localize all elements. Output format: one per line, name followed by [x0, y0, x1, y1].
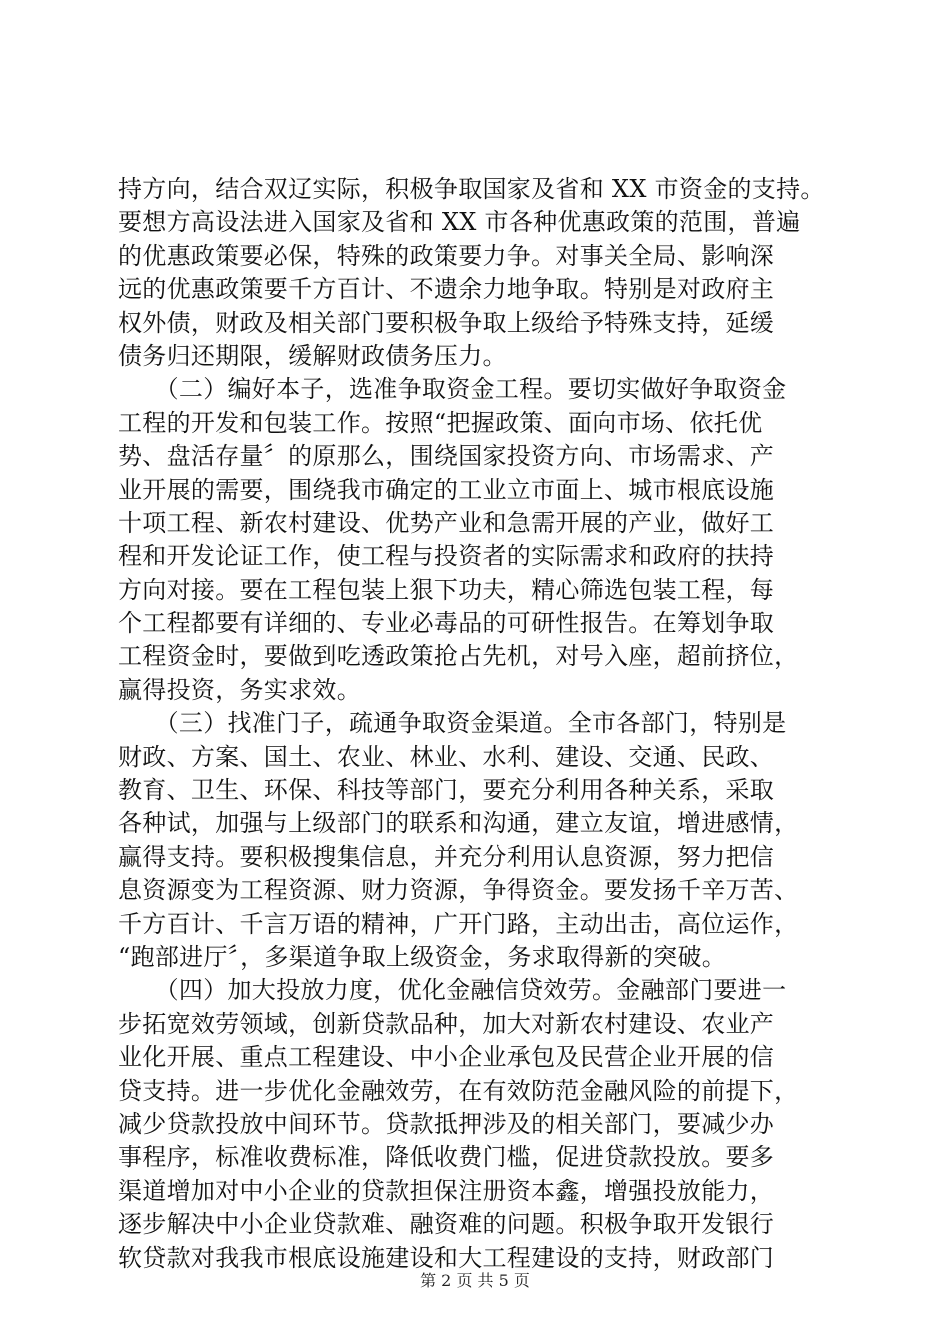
text-line: 减少贷款投放中间环节。贷款抵押涉及的相关部门，要减少办: [118, 1109, 775, 1138]
text-line: 贷支持。进一步优化金融效劳，在有效防范金融风险的前提下，: [118, 1076, 799, 1105]
text-line: 逐步解决中小企业贷款难、融资难的问题。积极争取开发银行: [118, 1210, 775, 1239]
text-line: 工程资金时，要做到吃透政策抢占先机，对号入座，超前挤位，: [118, 642, 799, 671]
text-line: 权外债，财政及相关部门要积极争取上级给予特殊支持，延缓: [118, 308, 775, 337]
text-line: （三）找准门子，疏通争取资金渠道。全市各部门，特别是: [118, 709, 787, 738]
text-line: 渠道增加对中小企业的贷款担保注册资本鑫，增强投放能力，: [118, 1176, 775, 1205]
text-line: 工程的开发和包装工作。按照“把握政策、面向市场、依托优: [118, 408, 763, 437]
text-line: “跑部进厅〞，多渠道争取上级资金，务求取得新的突破。: [118, 942, 727, 971]
text-line: 远的优惠政策要千方百计、不遗余力地争取。特别是对政府主: [118, 275, 775, 304]
text-line: 方向对接。要在工程包装上狠下功夫，精心筛选包装工程，每: [118, 575, 775, 604]
text-line: 债务归还期限，缓解财政债务压力。: [118, 341, 507, 370]
text-line: 息资源变为工程资源、财力资源，争得资金。要发扬千辛万苦、: [118, 876, 799, 905]
text-line: 的优惠政策要必保，特殊的政策要力争。对事关全局、影响深: [118, 241, 775, 270]
text-line: 业化开展、重点工程建设、中小企业承包及民营企业开展的信: [118, 1043, 775, 1072]
text-line: 要想方高设法进入国家及省和 XX 市各种优惠政策的范围，普遍: [118, 208, 801, 237]
text-line: 持方向，结合双辽实际，积极争取国家及省和 XX 市资金的支持。: [118, 175, 825, 203]
text-line: 势、盘活存量〞的原那么，围绕国家投资方向、市场需求、产: [118, 442, 775, 471]
text-line: （二）编好本子，选准争取资金工程。要切实做好争取资金: [118, 375, 787, 404]
text-line: 赢得投资，务实求效。: [118, 675, 361, 704]
text-line: 教育、卫生、环保、科技等部门，要充分利用各种关系，采取: [118, 776, 775, 805]
text-line: 财政、方案、国土、农业、林业、水利、建设、交通、民政、: [118, 742, 775, 771]
text-line: 程和开发论证工作，使工程与投资者的实际需求和政府的扶持: [118, 542, 775, 571]
text-line: 十项工程、新农村建设、优势产业和急需开展的产业，做好工: [118, 508, 775, 537]
page-footer: 第 2 页 共 5 页: [420, 1271, 530, 1290]
text-line: 步拓宽效劳领域，创新贷款品种，加大对新农村建设、农业产: [118, 1009, 775, 1038]
text-line: （四）加大投放力度，优化金融信贷效劳。金融部门要进一: [118, 976, 787, 1005]
text-line: 软贷款对我我市根底设施建设和大工程建设的支持，财政部门: [118, 1243, 775, 1272]
text-line: 个工程都要有详细的、专业必毒品的可研性报告。在筹划争取: [118, 609, 775, 638]
body-text: [118, 173, 838, 1275]
text-line: 业开展的需要，围绕我市确定的工业立市面上、城市根底设施: [118, 475, 775, 504]
text-line: 各种试，加强与上级部门的联系和沟通，建立友谊，增进感情，: [118, 809, 799, 838]
text-line: 赢得支持。要积极搜集信息，并充分利用认息资源，努力把信: [118, 842, 775, 871]
text-line: 千方百计、千言万语的精神，广开门路，主动出击，高位运作，: [118, 909, 799, 938]
text-line: 事程序，标准收费标准，降低收费门槛，促进贷款投放。要多: [118, 1143, 775, 1172]
